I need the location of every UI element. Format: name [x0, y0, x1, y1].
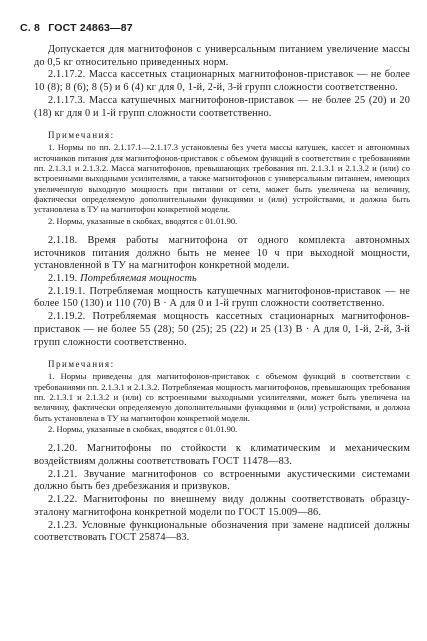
paragraph-2-1-18: 2.1.18. Время работы магнитофона от одного комплекта автономных источников питания должно быть не менее 10 ч при выходной мощности, установленной в ТУ на магнитофон конкретной модели.	[34, 234, 410, 272]
paragraph-2-1-17-3: 2.1.17.3. Масса катушечных магнитофонов-приставок — не более 25 (20) и 20 (18) кг для 0 и 1-й групп сложности соответственно.	[34, 94, 410, 119]
section-number: 2.1.19.	[48, 273, 78, 285]
paragraph-2-1-21: 2.1.21. Звучание магнитофонов со встроенными акустическими системами должно быть без дребезжания и призвуков.	[34, 468, 410, 493]
standard-number: ГОСТ 24863—87	[48, 22, 133, 34]
section-heading-power	[34, 273, 410, 286]
paragraph-2-1-23: 2.1.23. Условные функциональные обозначения при замене надписей должны соответствовать ГОСТ 25874—83.	[34, 519, 410, 544]
paragraph-2-1-22: 2.1.22. Магнитофоны по внешнему виду должны соответствовать образцу-эталону магнитофона конкретной модели по ГОСТ 15.009—86.	[34, 494, 410, 518]
note-item: 1. Нормы приведены для магнитофонов-приставок с объемом функций в соответствии с требованиями пп. 2.1.3.1 и 2.1.3.2. Потребляемая мощность магнитофонов, превышающих требования пп. 2.1.3.1 и 2.1.3.2 и (или) со встроенными выходными усилителями, может быть увеличена на величину, фактически определяемую дополнительными функциями и (или) устройствами, и должна быть установлена в ТУ на магнитофон конкретной модели.	[34, 371, 410, 423]
notes-heading: Примечания:	[48, 359, 115, 370]
paragraph-weight-allowance: Допускается для магнитофонов с универсальным питанием увеличение массы до 0,5 кг относительно приведенных норм.	[34, 44, 410, 68]
paragraph-2-1-19-2: 2.1.19.2. Потребляемая мощность кассетных стационарных магнитофонов-приставок — не более 55 (28); 50 (25); 25 (22) и 25 (13) В · А для 0, 1-й, 2-й, 3-й групп сложности соответственно.	[34, 311, 410, 348]
paragraph-2-1-20: 2.1.20. Магнитофоны по стойкости к климатическим и механическим воздействиям должны соответствовать ГОСТ 11478—83.	[34, 443, 410, 468]
paragraph-2-1-19-1: 2.1.19.1. Потребляемая мощность катушечных магнитофонов-приставок — не более 150 (130) и 110 (70) В · А для 0 и 1-й групп сложности соответственно.	[34, 285, 410, 310]
paragraph-2-1-17-2: 2.1.17.2. Масса кассетных стационарных магнитофонов-приставок — не более 10 (8); 8 (6); 8 (5) и 6 (4) кг для 0, 1-й, 2-й, 3-й групп сложности соответственно.	[34, 69, 410, 94]
note-item: 2. Нормы, указанные в скобках, вводятся с 01.01.90.	[48, 215, 238, 226]
page-number: С. 8	[20, 22, 41, 34]
note-item: 1. Нормы по пп. 2.1.17.1—2.1.17.3 установлены без учета массы катушек, кассет и автономных источников питания для магнитофонов-приставок с объемом функций в соответствии с требованиями пп. 2.1.3.1 и 2.1.3.2. Масса магнитофонов, превышающих требования пп. 2.1.3.1 и 2.1.3.2 и (или) со встроенными выходными усилителями, а также магнитофонов с универсальным питанием, имеющих увеличенную выходную мощность при питании от сети, может быть увеличена на величину, фактически определяемую дополнительными функциями и (или) устройствами, и должна быть установлена в ТУ на магнитофон конкретной модели.	[34, 142, 410, 215]
section-title: Потребляемая мощность	[80, 273, 197, 285]
page-header	[20, 22, 133, 34]
note-item: 2. Нормы, указанные в скобках, вводятся с 01.01.90.	[48, 424, 238, 435]
page-body	[34, 44, 410, 545]
notes-heading: Примечания:	[48, 130, 115, 141]
